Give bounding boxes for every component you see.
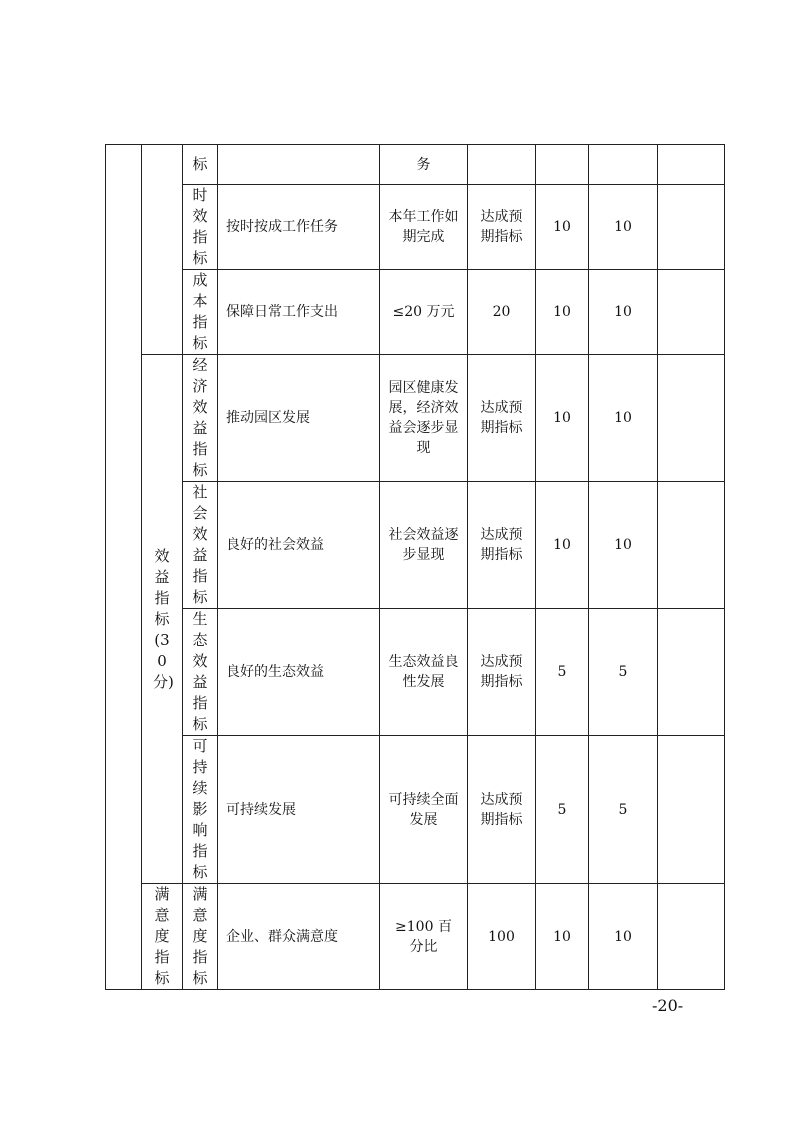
score-cell — [589, 145, 658, 185]
weight-cell: 10 — [536, 355, 589, 482]
level1-cell — [106, 145, 142, 990]
page-number: -20- — [652, 996, 684, 1015]
table-row — [106, 270, 725, 355]
target-cell: ≤20 万元 — [380, 270, 468, 355]
note-cell — [658, 355, 725, 482]
level3-cell: 标 — [183, 145, 218, 185]
weight-cell: 10 — [536, 482, 589, 609]
actual-cell: 达成预期指标 — [468, 482, 536, 609]
target-cell: 可持续全面发展 — [380, 736, 468, 884]
weight-cell: 10 — [536, 270, 589, 355]
table-row — [106, 145, 725, 185]
actual-cell: 100 — [468, 884, 536, 990]
score-cell: 10 — [589, 482, 658, 609]
indicator-cell: 可持续发展 — [218, 736, 380, 884]
level3-cell: 社会效益指标 — [183, 482, 218, 609]
table-row — [106, 884, 725, 990]
indicator-cell: 推动园区发展 — [218, 355, 380, 482]
level2-cell-output — [142, 145, 183, 355]
weight-cell: 5 — [536, 736, 589, 884]
target-cell: ≥100 百分比 — [380, 884, 468, 990]
weight-cell: 10 — [536, 185, 589, 270]
note-cell — [658, 185, 725, 270]
table-row — [106, 482, 725, 609]
score-cell: 5 — [589, 736, 658, 884]
indicator-cell: 按时按成工作任务 — [218, 185, 380, 270]
note-cell — [658, 736, 725, 884]
note-cell — [658, 482, 725, 609]
performance-table — [105, 144, 725, 990]
table-row — [106, 355, 725, 482]
table-row — [106, 736, 725, 884]
target-cell: 务 — [380, 145, 468, 185]
weight-cell — [536, 145, 589, 185]
target-cell: 本年工作如期完成 — [380, 185, 468, 270]
level3-cell: 经济效益指标 — [183, 355, 218, 482]
level3-cell: 可持续影响指标 — [183, 736, 218, 884]
level2-cell-satisfaction: 满意度指标 — [142, 884, 183, 990]
actual-cell: 达成预期指标 — [468, 355, 536, 482]
score-cell: 10 — [589, 884, 658, 990]
indicator-cell — [218, 145, 380, 185]
level3-cell: 时效指标 — [183, 185, 218, 270]
note-cell — [658, 145, 725, 185]
target-cell: 园区健康发展，经济效益会逐步显现 — [380, 355, 468, 482]
level3-cell: 满意度指标 — [183, 884, 218, 990]
note-cell — [658, 270, 725, 355]
weight-cell: 5 — [536, 609, 589, 736]
actual-cell — [468, 145, 536, 185]
level2-cell-benefit: 效益指标(30分) — [142, 355, 183, 884]
indicator-cell: 企业、群众满意度 — [218, 884, 380, 990]
actual-cell: 达成预期指标 — [468, 736, 536, 884]
actual-cell: 达成预期指标 — [468, 609, 536, 736]
target-cell: 生态效益良性发展 — [380, 609, 468, 736]
weight-cell: 10 — [536, 884, 589, 990]
table-row — [106, 185, 725, 270]
target-cell: 社会效益逐步显现 — [380, 482, 468, 609]
actual-cell: 20 — [468, 270, 536, 355]
level3-cell: 生态效益指标 — [183, 609, 218, 736]
level3-cell: 成本指标 — [183, 270, 218, 355]
indicator-cell: 良好的社会效益 — [218, 482, 380, 609]
actual-cell: 达成预期指标 — [468, 185, 536, 270]
score-cell: 10 — [589, 355, 658, 482]
note-cell — [658, 609, 725, 736]
score-cell: 10 — [589, 270, 658, 355]
note-cell — [658, 884, 725, 990]
table-row — [106, 609, 725, 736]
score-cell: 5 — [589, 609, 658, 736]
indicator-cell: 良好的生态效益 — [218, 609, 380, 736]
indicator-cell: 保障日常工作支出 — [218, 270, 380, 355]
score-cell: 10 — [589, 185, 658, 270]
